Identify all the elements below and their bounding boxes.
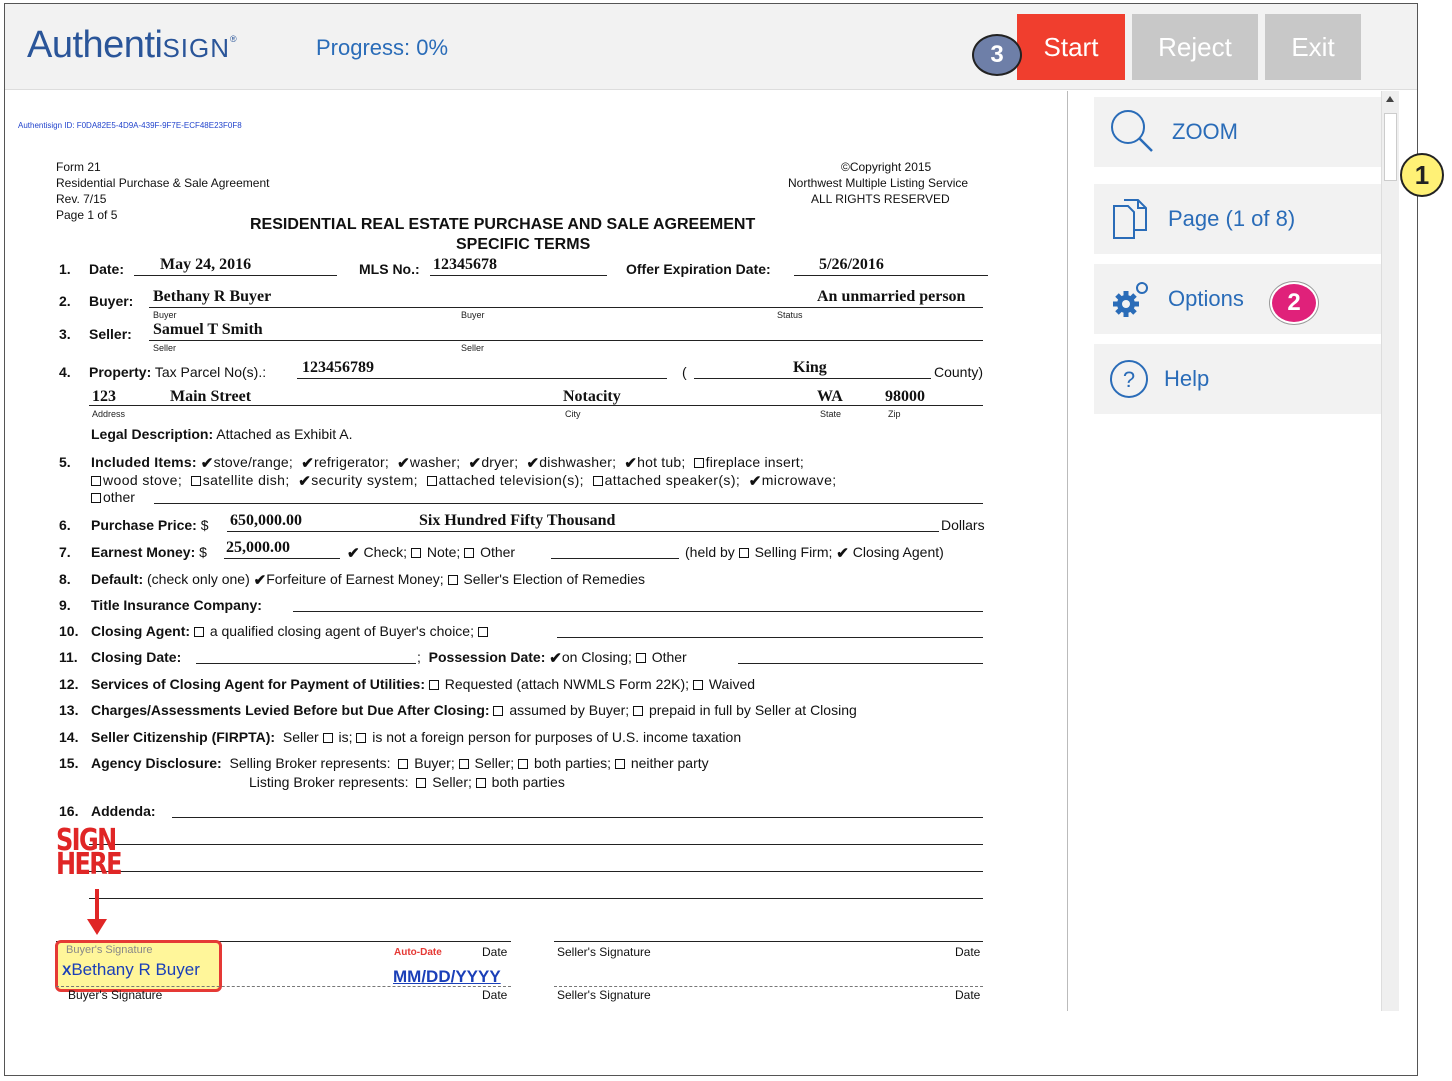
date-caption: Date bbox=[955, 945, 981, 959]
zip-value: 98000 bbox=[885, 388, 925, 405]
caption: Zip bbox=[888, 409, 901, 419]
included-items-line2: wood stove; satellite dish; ✔security system; attached television(s); attached speaker(s); ✔microwave; bbox=[91, 472, 837, 490]
title-insurance-label: Title Insurance Company: bbox=[91, 597, 262, 613]
row-number: 7. bbox=[59, 544, 71, 560]
price-value: 650,000.00 bbox=[230, 512, 302, 529]
options-button[interactable] bbox=[1094, 264, 1384, 334]
expiration-value: 5/26/2016 bbox=[819, 256, 884, 273]
authentisign-id: Authentisign ID: F0DA82E5-4D9A-439F-9F7E-ECF48E23F0F8 bbox=[18, 121, 242, 130]
gears-icon bbox=[1108, 276, 1154, 322]
buyer-sig-caption: Buyer's Signature bbox=[68, 988, 163, 1002]
legal-value: Attached as Exhibit A. bbox=[216, 426, 353, 442]
nwmls: Northwest Multiple Listing Service bbox=[788, 176, 969, 190]
help-icon bbox=[1108, 358, 1150, 400]
svg-text:?: ? bbox=[1122, 367, 1136, 392]
row-number: 12. bbox=[59, 676, 79, 692]
parcel-label: Tax Parcel No(s).: bbox=[154, 364, 267, 380]
county-label: County) bbox=[934, 364, 984, 380]
row-number: 11. bbox=[59, 649, 78, 665]
row-number: 3. bbox=[59, 326, 71, 342]
dollars-label: Dollars bbox=[941, 517, 985, 533]
date-value: May 24, 2016 bbox=[160, 256, 252, 273]
signature-value: XBethany R Buyer bbox=[62, 960, 200, 979]
scroll-thumb[interactable] bbox=[1384, 113, 1397, 181]
utilities-line: Services of Closing Agent for Payment of Utilities: Requested (attach NWMLS Form 22K); Waived bbox=[91, 676, 756, 692]
caption: City bbox=[565, 409, 581, 419]
auto-date-label: Auto-Date bbox=[394, 947, 442, 958]
row-number: 2. bbox=[59, 293, 71, 309]
form-name: Residential Purchase & Sale Agreement bbox=[56, 176, 270, 190]
closing-agent-line: Closing Agent: a qualified closing agent of Buyer's choice; bbox=[91, 623, 490, 639]
default-line: Default: (check only one) ✔Forfeiture of Earnest Money; Seller's Election of Remedies bbox=[91, 571, 646, 589]
row-number: 15. bbox=[59, 755, 79, 771]
buyer-status: An unmarried person bbox=[817, 288, 966, 305]
agency-line2: Listing Broker represents: Seller; both parties bbox=[249, 774, 565, 790]
progress-indicator: Progress: 0% bbox=[316, 35, 449, 60]
row-number: 16. bbox=[59, 803, 79, 819]
county-value: King bbox=[793, 359, 827, 376]
seller-label: Seller: bbox=[89, 326, 132, 342]
street-name: Main Street bbox=[170, 388, 252, 405]
zoom-button[interactable] bbox=[1094, 97, 1384, 167]
caption: Address bbox=[92, 409, 126, 419]
parcel-value: 123456789 bbox=[302, 359, 374, 376]
earnest-options: ✔ Check; Note; Other bbox=[347, 544, 516, 562]
state-value: WA bbox=[817, 388, 843, 405]
closing-date-label: Closing Date: bbox=[91, 649, 182, 665]
row-number: 10. bbox=[59, 623, 79, 639]
document-title: RESIDENTIAL REAL ESTATE PURCHASE AND SALE AGREEMENT bbox=[250, 216, 756, 233]
auto-date-field[interactable]: MM/DD/YYYY bbox=[393, 967, 501, 986]
buyer-value: Bethany R Buyer bbox=[153, 288, 272, 305]
form-number: Form 21 bbox=[56, 160, 101, 174]
options-label: Options bbox=[1168, 286, 1244, 311]
earnest-value: 25,000.00 bbox=[226, 539, 290, 556]
sign-here-arrow-icon bbox=[87, 889, 107, 937]
pages-icon bbox=[1108, 196, 1154, 242]
page-button[interactable] bbox=[1094, 184, 1384, 254]
row-number: 5. bbox=[59, 454, 71, 470]
reject-button[interactable]: Reject bbox=[1132, 14, 1258, 80]
caption: State bbox=[820, 409, 842, 419]
row-number: 9. bbox=[59, 597, 71, 613]
signing-window bbox=[4, 3, 1418, 1076]
magnifier-icon bbox=[1108, 107, 1158, 157]
buyer-signature-field[interactable] bbox=[55, 940, 222, 992]
included-items-line1: Included Items: ✔stove/range; ✔refrigerator; ✔washer; ✔dryer; ✔dishwasher; ✔hot tub; fireplace insert; bbox=[91, 454, 804, 472]
property-label: Property: bbox=[89, 364, 152, 380]
caption: Buyer bbox=[461, 310, 485, 320]
sig-field-label: Buyer's Signature bbox=[66, 944, 153, 956]
seller-sig-caption: Seller's Signature bbox=[557, 988, 651, 1002]
authentisign-logo: AuthentiSIGN® bbox=[27, 24, 237, 66]
date-caption: Date bbox=[955, 988, 981, 1002]
sidebar-scrollbar[interactable] bbox=[1381, 91, 1399, 1011]
zoom-label: ZOOM bbox=[1172, 119, 1238, 144]
included-items-other: other bbox=[91, 489, 135, 505]
row-number: 1. bbox=[59, 261, 71, 277]
earnest-held: (held by Selling Firm; ✔ Closing Agent) bbox=[685, 544, 944, 562]
earnest-label: Earnest Money: bbox=[91, 544, 196, 560]
caption: Seller bbox=[461, 343, 485, 353]
exit-button[interactable]: Exit bbox=[1265, 14, 1361, 80]
possession-line: ; Possession Date: ✔on Closing; Other bbox=[417, 649, 687, 667]
mls-value: 12345678 bbox=[433, 256, 497, 273]
row-number: 4. bbox=[59, 364, 71, 380]
row-number: 8. bbox=[59, 571, 71, 587]
scroll-up-icon[interactable] bbox=[1386, 96, 1394, 102]
caption: Seller bbox=[153, 343, 177, 353]
rights: ALL RIGHTS RESERVED bbox=[811, 192, 950, 206]
sidebar bbox=[1067, 91, 1399, 1011]
row-number: 13. bbox=[59, 702, 79, 718]
addenda-label: Addenda: bbox=[91, 803, 156, 819]
page-label: Page (1 of 8) bbox=[1168, 206, 1296, 231]
help-label: Help bbox=[1164, 366, 1210, 391]
seller-value: Samuel T Smith bbox=[153, 321, 263, 338]
form-rev: Rev. 7/15 bbox=[56, 192, 107, 206]
sign-here-label: SIGN HERE bbox=[56, 823, 121, 882]
charges-line: Charges/Assessments Levied Before but Due After Closing: assumed by Buyer; prepaid in full by Seller at Closing bbox=[91, 702, 857, 718]
document-page: Authentisign ID: F0DA82E5-4D9A-439F-9F7E-ECF48E23F0F8 Form 21 Residential Purchase & Sale Agreement Rev. 7/15 Page 1 of 5 ©Copyright 2015 Northwest Multiple Listing Service ALL RIGHTS RESERVED RESIDENTIAL REAL ESTATE PURCHASE AND SALE AGREEMENT SPECIFIC TERMS 1. Date: May 24, 2016 MLS No.: 12345678 Offer Expiration Date: 5/26/2016 2. Buyer: Bethany R Buyer An unmarried person Buyer Buyer Status 3. Seller: Samuel T Smith Seller Seller 4. Property: Tax Parcel No(s).: 123456789 ( King County) 123 Main Street Notacity WA 98000 Address City State Zip Legal Description: Attached as Exhibit A. 5. Included Items: ✔stove/range; ✔refrigerator; ✔washer; ✔dryer; ✔dishwasher; ✔hot tub; fireplace insert; wood stove; satellite dish; ✔security system; attached television(s); attached speaker(s); ✔microwave; other 6. Purchase Price: $ 650,000.00 Six Hundred Fifty Thousand Dollars 7. Earnest Money: $ 25,000.00 ✔ Check; Note; Other (held by Selling Firm; ✔ Closing Agent) 8. Default: (check only one) ✔Forfeiture of Earnest Money; Seller's Election of Remedies 9. Title Insurance Company: 10. Closing Agent: a qualified closing agent of Buyer's choice; 11. Closing Date: ; Possession Date: ✔on Closing; Other 12. Services of Closing Agent for Payment of Utilities: Requested (attach NWMLS Form 22K); Waived 13. Charges/Assessments Levied Before but Due After Closing: assumed by Buyer; prepaid in full by Seller at Closing 14. Seller Citizenship (FIRPTA): Seller is; is not a foreign person for purposes of U.S. income taxation 15. Agency Disclosure: Selling Broker represents: Buyer; Seller; both parties; neither party Listing Broker represents: Seller; both parties 16. Addenda: SIGN HERE Buyer's Signature XBethany R Buyer Auto-Date Date Seller's Signature Date MM/DD/YYYY Buyer's Signature Date Seller's Signature Date bbox=[14, 111, 1064, 1076]
mls-label: MLS No.: bbox=[359, 261, 420, 277]
caption: Buyer bbox=[153, 310, 177, 320]
callout-badge-1: 1 bbox=[1400, 153, 1444, 197]
row-number: 14. bbox=[59, 729, 79, 745]
legal-label: Legal Description: bbox=[91, 426, 214, 442]
caption: Status bbox=[777, 310, 803, 320]
date-label: Date: bbox=[89, 261, 125, 277]
start-button[interactable]: Start bbox=[1017, 14, 1125, 80]
city-value: Notacity bbox=[563, 388, 621, 405]
top-toolbar bbox=[5, 4, 1417, 90]
expiration-label: Offer Expiration Date: bbox=[626, 261, 771, 277]
buyer-label: Buyer: bbox=[89, 293, 134, 309]
street-number: 123 bbox=[92, 388, 116, 405]
paren: ( bbox=[682, 364, 687, 380]
price-label: Purchase Price: bbox=[91, 517, 197, 533]
row-number: 6. bbox=[59, 517, 71, 533]
callout-badge-3: 3 bbox=[972, 34, 1022, 76]
firpta-line: Seller Citizenship (FIRPTA): Seller is; is not a foreign person for purposes of U.S. income taxation bbox=[91, 729, 742, 745]
copyright: ©Copyright 2015 bbox=[841, 160, 932, 174]
date-caption: Date bbox=[482, 945, 508, 959]
date-caption: Date bbox=[482, 988, 508, 1002]
agency-line1: Agency Disclosure: Selling Broker represents: Buyer; Seller; both parties; neither party bbox=[91, 755, 709, 771]
callout-badge-2: 2 bbox=[1270, 282, 1318, 324]
form-page: Page 1 of 5 bbox=[56, 208, 118, 222]
document-subtitle: SPECIFIC TERMS bbox=[456, 236, 591, 253]
price-words: Six Hundred Fifty Thousand bbox=[419, 512, 616, 529]
seller-sig-caption: Seller's Signature bbox=[557, 945, 651, 959]
help-button[interactable] bbox=[1094, 344, 1384, 414]
